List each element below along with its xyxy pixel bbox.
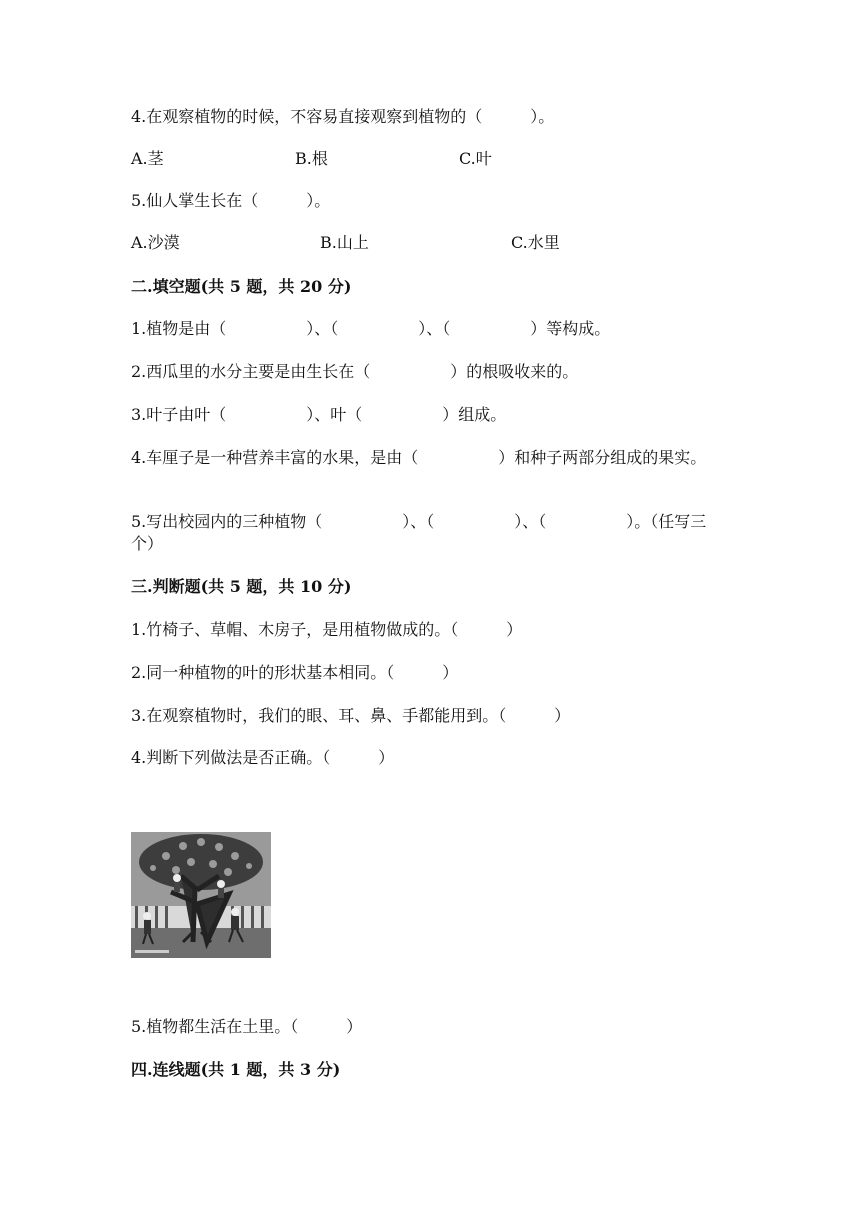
fill-question-5: 5.写出校园内的三种植物（ ）、（ ）、（ ）。（任写三个） [131,512,707,553]
question-5-option-a: A.沙漠 [131,233,180,252]
question-5-option-b: B.山上 [320,233,369,252]
section-2-heading: 二.填空题(共 5 题，共 20 分) [131,277,352,296]
question-4-option-a: A.茎 [131,149,164,168]
judge-question-1: 1.竹椅子、草帽、木房子，是用植物做成的。（ ） [131,620,523,639]
judge-question-4: 4.判断下列做法是否正确。（ ） [131,748,395,767]
tree-climbing-drawing [131,832,271,958]
fill-question-4: 4.车厘子是一种营养丰富的水果，是由（ ）和种子两部分组成的果实。 [131,448,707,467]
question-5-text: 5.仙人掌生长在（ ）。 [131,191,331,210]
judge-question-2: 2.同一种植物的叶的形状基本相同。（ ） [131,663,459,682]
fill-question-2: 2.西瓜里的水分主要是由生长在（ ）的根吸收来的。 [131,362,579,381]
section-4-heading: 四.连线题(共 1 题，共 3 分) [131,1060,341,1079]
question-4-option-c: C.叶 [459,149,492,168]
fill-question-3: 3.叶子由叶（ ）、叶（ ）组成。 [131,405,507,424]
question-4-text: 4.在观察植物的时候，不容易直接观察到植物的（ ）。 [131,107,555,126]
judge-question-3: 3.在观察植物时，我们的眼、耳、鼻、手都能用到。（ ） [131,706,571,725]
tree-climbing-illustration [131,832,271,958]
judge-question-5: 5.植物都生活在土里。（ ） [131,1017,363,1036]
question-4-option-b: B.根 [295,149,328,168]
section-3-heading: 三.判断题(共 5 题，共 10 分) [131,577,352,596]
fill-question-1: 1.植物是由（ ）、（ ）、（ ）等构成。 [131,319,611,338]
question-5-option-c: C.水里 [511,233,560,252]
